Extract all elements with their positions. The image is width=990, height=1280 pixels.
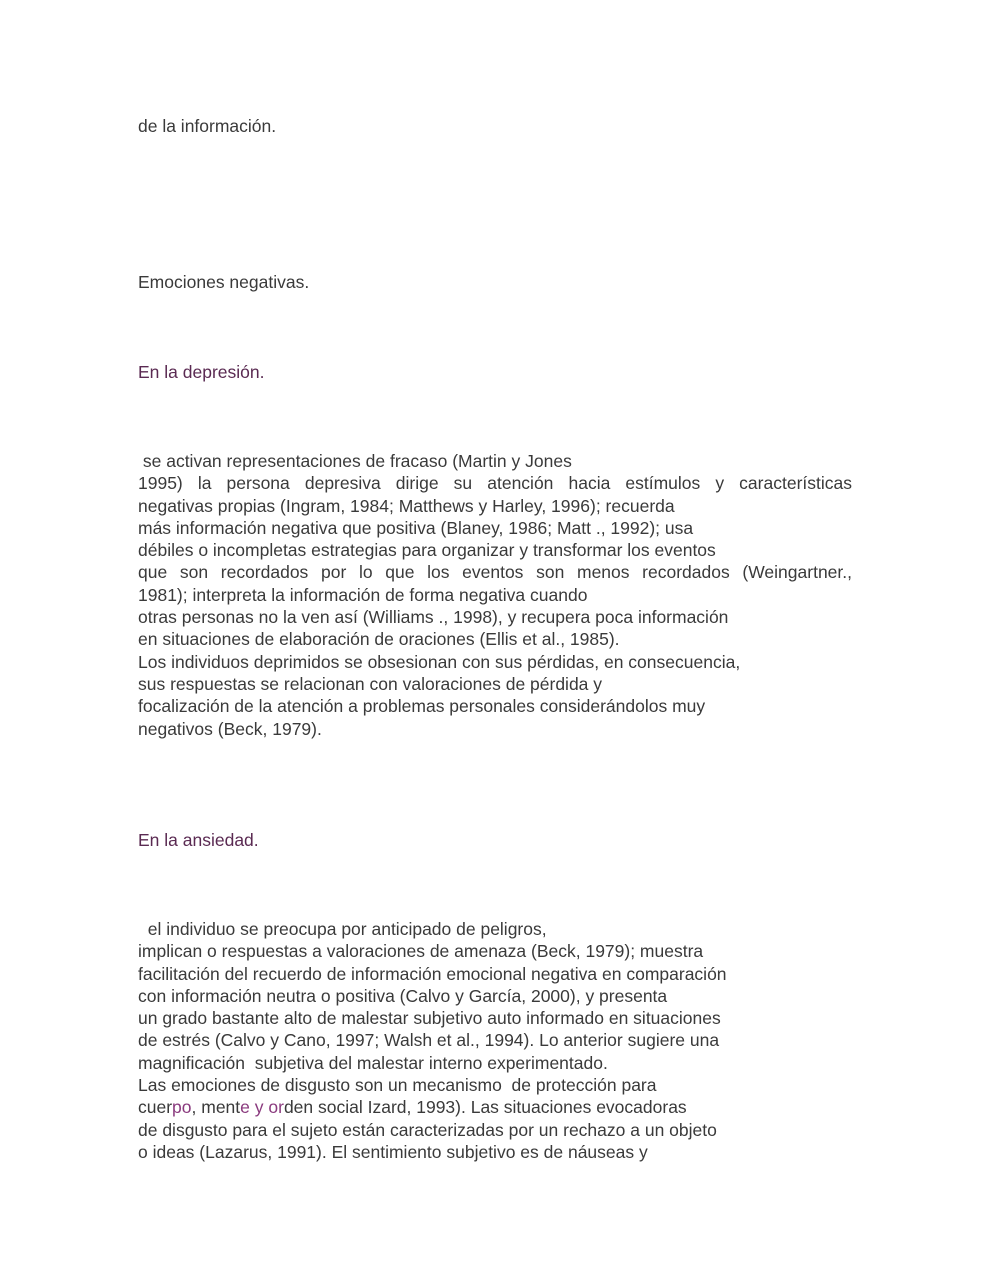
text-run: den social Izard, 1993). Las situaciones evocadoras [283, 1097, 687, 1118]
depression-paragraph [138, 450, 852, 740]
paragraph-line: un grado bastante alto de malestar subjetivo auto informado en situaciones [138, 1008, 721, 1029]
paragraph-line: negativos (Beck, 1979). [138, 718, 322, 739]
paragraph-line: magnificación subjetiva del malestar interno experimentado. [138, 1052, 608, 1073]
anxiety-heading: En la ansiedad. [138, 830, 259, 850]
paragraph-line: más información negativa que positiva (Blaney, 1986; Matt ., 1992); usa [138, 517, 694, 538]
paragraph-line: en situaciones de elaboración de oraciones (Ellis et al., 1985). [138, 629, 620, 650]
paragraph-line: Las emociones de disgusto son un mecanismo de protección para [138, 1075, 657, 1096]
paragraph-line: o ideas (Lazarus, 1991). El sentimiento subjetivo es de náuseas y [138, 1141, 648, 1162]
paragraph-line-mixed [138, 1096, 852, 1118]
text-run: , ment [191, 1097, 241, 1118]
top-fragment: de la información. [138, 116, 277, 136]
paragraph-line: el individuo se preocupa por anticipado de peligros, [138, 919, 547, 939]
paragraph-line: débiles o incompletas estrategias para organizar y transformar los eventos [138, 540, 716, 561]
paragraph-line: negativas propias (Ingram, 1984; Matthews y Harley, 1996); recuerda [138, 495, 675, 516]
highlighted-run: po [172, 1097, 192, 1118]
depression-heading: En la depresión. [138, 362, 265, 382]
paragraph-line: focalización de la atención a problemas personales considerándolos muy [138, 696, 706, 717]
highlighted-run: e y or [240, 1097, 284, 1118]
paragraph-line: de disgusto para el sujeto están caracterizadas por un rechazo a un objeto [138, 1119, 717, 1140]
paragraph-line: se activan representaciones de fracaso (Martin y Jones [138, 451, 572, 471]
paragraph-line: con información neutra o positiva (Calvo y García, 2000), y presenta [138, 985, 668, 1006]
section-title: Emociones negativas. [138, 272, 310, 292]
paragraph-line: que son recordados por lo que los eventos son menos recordados (Weingartner., [138, 562, 852, 583]
text-run: cuer [138, 1097, 173, 1118]
paragraph-line: sus respuestas se relacionan con valoraciones de pérdida y [138, 673, 603, 694]
paragraph-line: 1981); interpreta la información de forma negativa cuando [138, 584, 588, 605]
paragraph-line: Los individuos deprimidos se obsesionan con sus pérdidas, en consecuencia, [138, 651, 741, 672]
anxiety-paragraph [138, 918, 852, 1163]
paragraph-line: implican o respuestas a valoraciones de amenaza (Beck, 1979); muestra [138, 941, 704, 962]
paragraph-line: de estrés (Calvo y Cano, 1997; Walsh et al., 1994). Lo anterior sugiere una [138, 1030, 720, 1051]
paragraph-line: facilitación del recuerdo de información emocional negativa en comparación [138, 963, 727, 984]
paragraph-line: 1995) la persona depresiva dirige su atención hacia estímulos y características [138, 473, 852, 494]
paragraph-line: otras personas no la ven así (Williams ., 1998), y recupera poca información [138, 607, 729, 628]
